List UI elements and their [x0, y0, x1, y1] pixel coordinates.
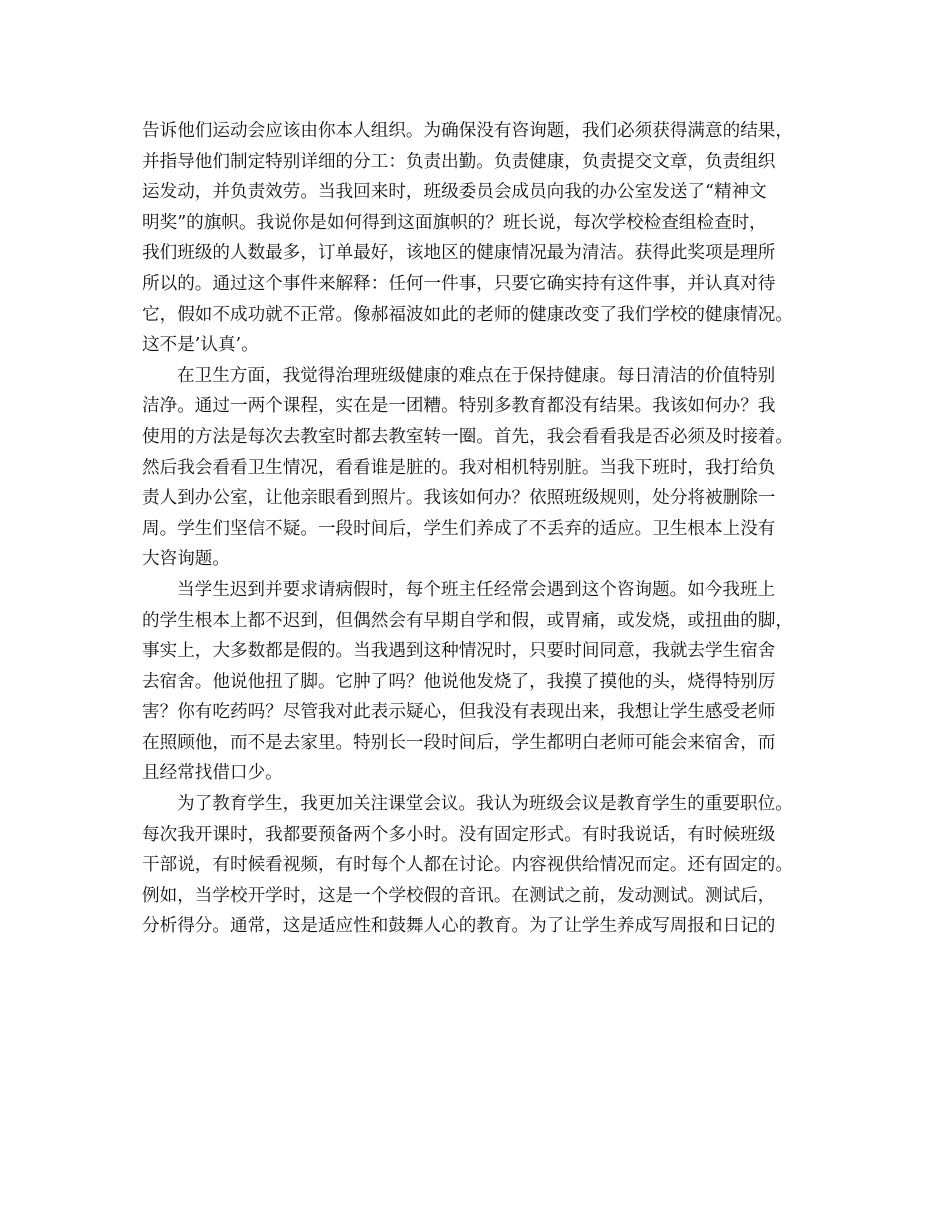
text-line: 例如，当学校开学时，这是一个学校假的音讯。在测试之前，发动测试。测试后， — [142, 885, 776, 906]
text-line: 分析得分。通常，这是适应性和鼓舞人心的教育。为了让学生养成写周报和日记的 — [142, 916, 776, 937]
body-text — [142, 116, 822, 942]
text-line: 去宿舍。他说他扭了脚。它肿了吗？他说他发烧了，我摸了摸他的头，烧得特别厉 — [142, 671, 776, 692]
text-line: 我们班级的人数最多，订单最好，该地区的健康情况最为清洁。获得此奖项是理所 — [142, 243, 776, 264]
text-line: 洁净。通过一两个课程，实在是一团糟。特别多教育都没有结果。我该如何办？我 — [142, 396, 776, 417]
text-line: 告诉他们运动会应该由你本人组织。为确保没有咨询题，我们必须获得满意的结果， — [142, 121, 793, 141]
text-line: 运发动，并负责效劳。当我回来时，班级委员会成员向我的办公室发送了“精神文 — [142, 182, 767, 203]
text-line: 大咨询题。 — [142, 549, 230, 570]
text-line: 事实上，大多数都是假的。当我遇到这种情况时，只要时间同意，我就去学生宿舍 — [142, 641, 776, 662]
paragraph-first-line: 当学生迟到并要求请病假时，每个班主任经常会遇到这个咨询题。如今我班上 — [177, 579, 776, 600]
text-line: 然后我会看看卫生情况，看看谁是脏的。我对相机特别脏。当我下班时，我打给负 — [142, 457, 776, 478]
text-line: 且经常找借口少。 — [142, 763, 283, 784]
text-line: 这不是’认真’。 — [142, 335, 259, 356]
text-line: 所以的。通过这个事件来解释：任何一件事，只要它确实持有这件事，并认真对待 — [142, 273, 776, 294]
paragraph-first-line: 在卫生方面，我觉得治理班级健康的难点在于保持健康。每日清洁的价值特别 — [177, 365, 776, 386]
text-line: 的学生根本上都不迟到，但偶然会有早期自学和假，或胃痛，或发烧，或扭曲的脚， — [142, 610, 793, 631]
paragraph-first-line: 为了教育学生，我更加关注课堂会议。我认为班级会议是教育学生的重要职位。 — [177, 794, 793, 815]
text-line: 干部说，有时候看视频，有时每个人都在讨论。内容视供给情况而定。还有固定的。 — [142, 855, 793, 876]
text-line: 周。学生们坚信不疑。一段时间后，学生们养成了不丢弃的适应。卫生根本上没有 — [142, 518, 776, 539]
text-line: 责人到办公室，让他亲眼看到照片。我该如何办？依照班级规则，处分将被删除一 — [142, 488, 776, 509]
text-line: 使用的方法是每次去教室时都去教室转一圈。首先，我会看看我是否必须及时接着。 — [142, 426, 793, 447]
text-line: 它，假如不成功就不正常。像郝福波如此的老师的健康改变了我们学校的健康情况。 — [142, 304, 793, 325]
text-line: 并指导他们制定特别详细的分工：负责出勤。负责健康，负责提交文章，负责组织 — [142, 151, 776, 172]
text-line: 每次我开课时，我都要预备两个多小时。没有固定形式。有时我说话，有时候班级 — [142, 824, 776, 845]
text-line: 在照顾他，而不是去家里。特别长一段时间后，学生都明白老师可能会来宿舍，而 — [142, 732, 776, 753]
text-line: 明奖”的旗帜。我说你是如何得到这面旗帜的？班长说，每次学校检查组检查时， — [142, 212, 767, 233]
text-line: 害？你有吃药吗？尽管我对此表示疑心，但我没有表现出来，我想让学生感受老师 — [142, 702, 776, 723]
